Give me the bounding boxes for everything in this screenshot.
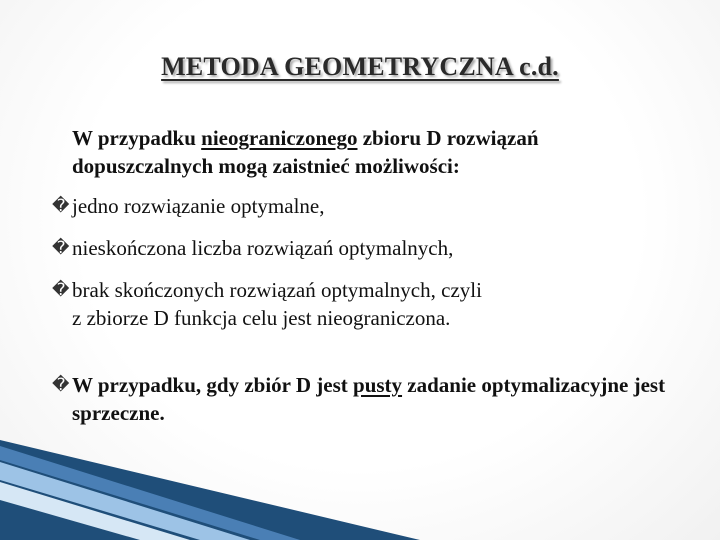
intro-underlined-word: nieograniczonego xyxy=(201,126,358,150)
slide-title xyxy=(0,52,720,82)
intro-paragraph xyxy=(72,124,672,180)
bullet-item xyxy=(52,234,672,262)
final-text-end: zadanie optymalizacyjne jest sprzeczne. xyxy=(72,373,666,425)
final-bullet xyxy=(52,371,672,427)
bullet-text-line2: z zbiorze D funkcja celu jest nieograniczona. xyxy=(72,306,451,330)
final-text-start: W przypadku, gdy zbiór D jest xyxy=(72,373,354,397)
bullet-text: nieskończona liczba rozwiązań optymalnych, xyxy=(72,236,454,260)
bullet-box-icon: � xyxy=(52,375,70,395)
final-underlined-word: pusty xyxy=(353,373,403,397)
corner-decoration xyxy=(0,440,420,540)
final-bullet-text xyxy=(52,371,672,427)
bullet-item xyxy=(52,192,672,220)
bullet-text: jedno rozwiązanie optymalne, xyxy=(72,194,325,218)
slide-title-text: METODA GEOMETRYCZNA c.d. xyxy=(161,52,559,81)
bullet-text-line1: brak skończonych rozwiązań optymalnych, czyli xyxy=(72,278,482,302)
bullet-box-icon: � xyxy=(52,280,70,300)
bullet-item xyxy=(52,276,672,332)
bullet-box-icon: � xyxy=(52,238,70,258)
intro-text-end: zbioru D rozwiązań dopuszczalnych mogą zaistnieć możliwości: xyxy=(72,126,539,178)
bullet-box-icon: � xyxy=(52,196,70,216)
intro-text-start: W przypadku xyxy=(72,126,202,150)
